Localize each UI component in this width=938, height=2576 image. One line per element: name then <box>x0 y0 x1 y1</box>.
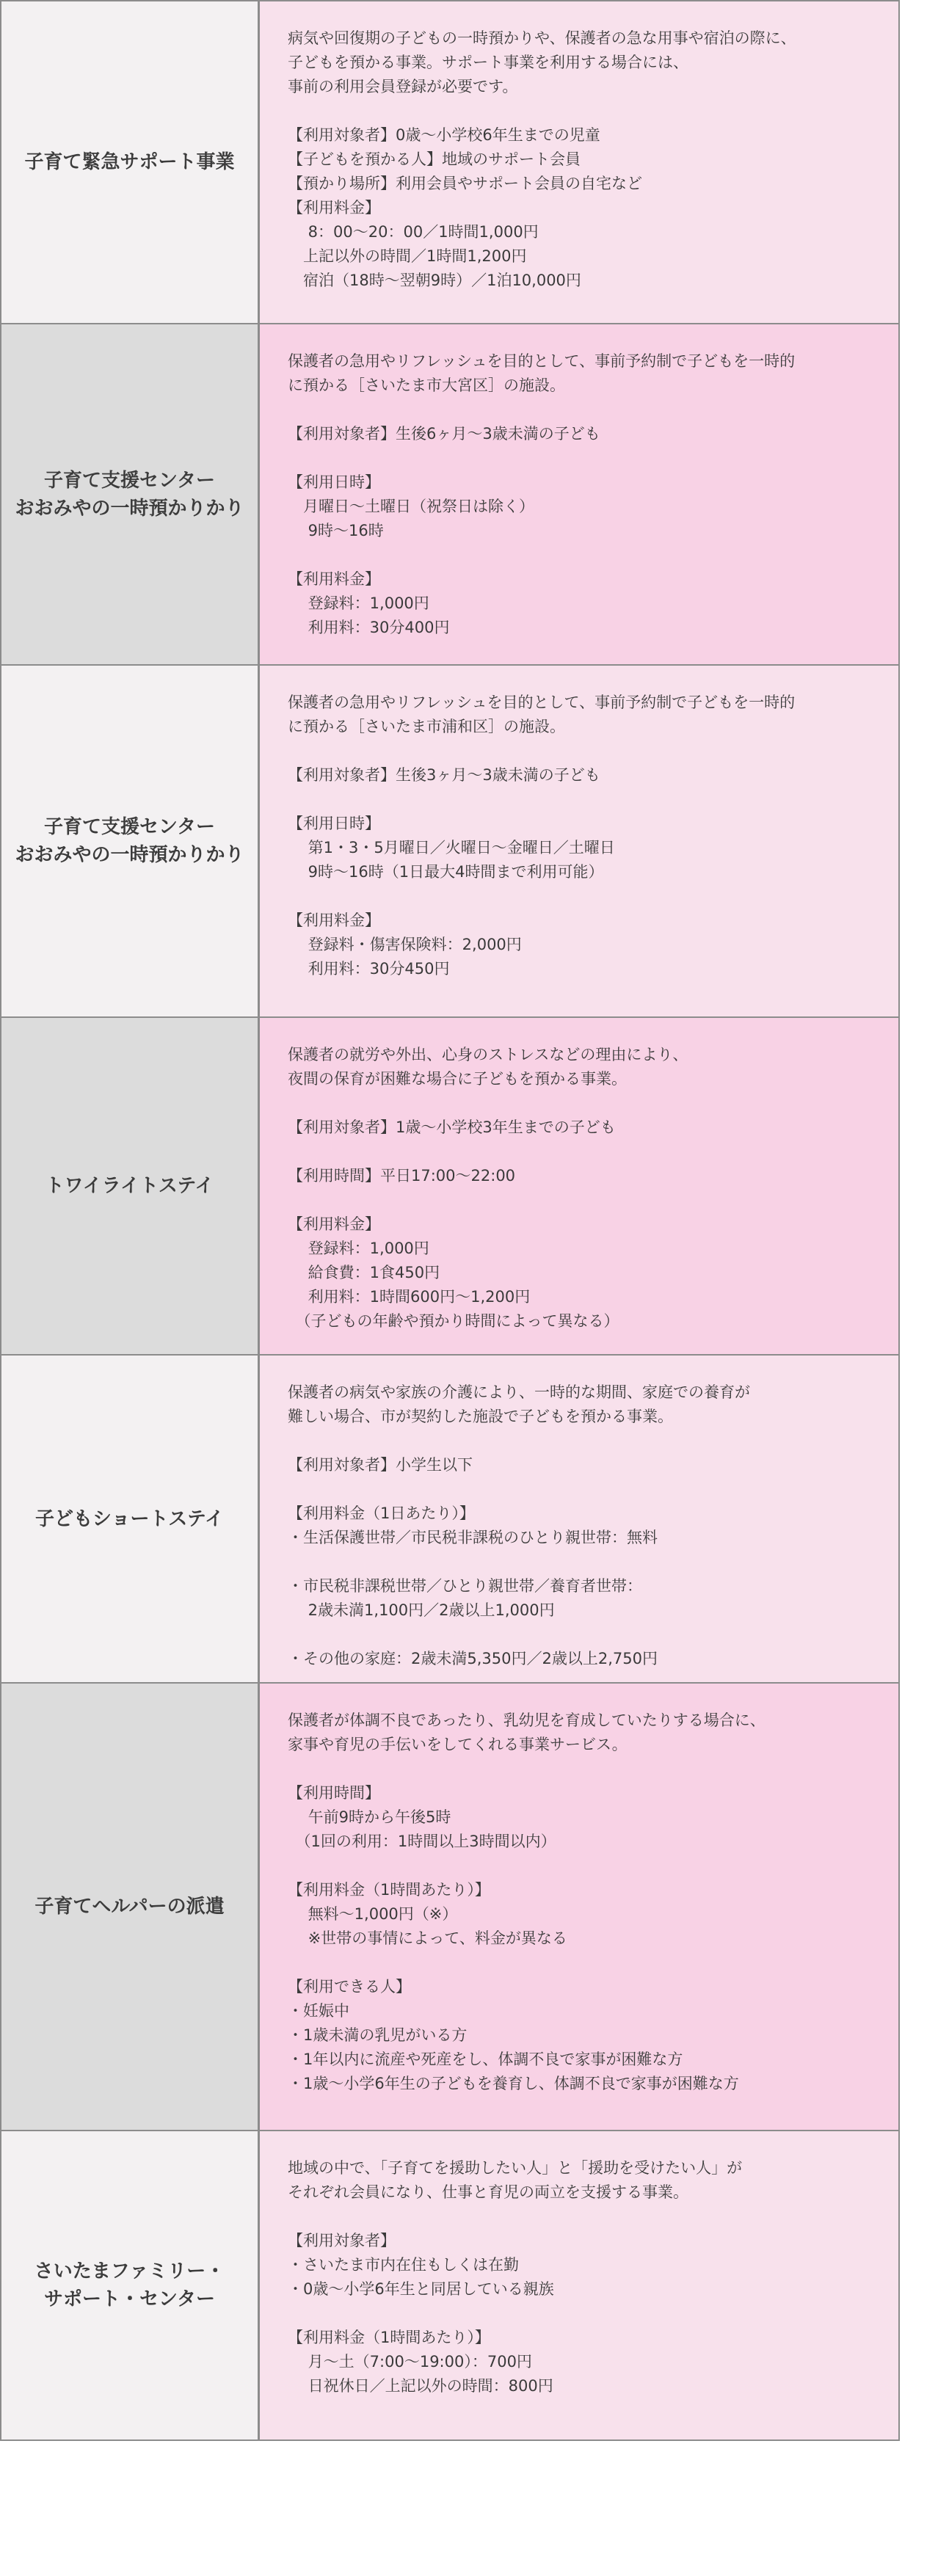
row-description: 保護者が体調不良であったり、乳幼児を育成していたりする場合に、 家事や育児の手伝いをしてくれる事業サービス。 【利用時間】 午前9時から午後5時 （1回の利用：1時間以上3時間以内） 【利用料金（1時間あたり）】 無料～1,000円（※） ※世帯の事情によって、料金が異なる 【利用できる人】 ・妊娠中 ・1歳未満の乳児がいる方 ・1年以内に流産や死産をし、体調不良で家事が困難な方 ・1歳～小学6年生の子どもを養育し、体調不良で家事が困難な方 <box>260 1684 898 2130</box>
row-description: 保護者の急用やリフレッシュを目的として、事前予約制で子どもを一時的 に預かる［さいたま市大宮区］の施設。 【利用対象者】生後6ヶ月～3歳未満の子ども 【利用日時】 月曜日～土曜日（祝祭日は除く） 9時～16時 【利用料金】 登録料：1,000円 利用料：30分400円 <box>260 324 898 664</box>
row-description: 病気や回復期の子どもの一時預かりや、保護者の急な用事や宿泊の際に、 子どもを預かる事業。サポート事業を利用する場合には、 事前の利用会員登録が必要です。 【利用対象者】0歳～小学校6年生までの児童 【子どもを預かる人】地域のサポート会員 【預かり場所】利用会員やサポート会員の自宅など 【利用料金】 8：00～20：00／1時間1,000円 上記以外の時間／1時間1,200円 宿泊（18時～翌朝9時）／1泊10,000円 <box>260 1 898 323</box>
table-row <box>1 1356 898 1684</box>
table-row <box>1 1 898 324</box>
row-label: 子育て緊急サポート事業 <box>1 1 260 323</box>
row-label: 子どもショートステイ <box>1 1356 260 1682</box>
row-label: さいたまファミリー・ サポート・センター <box>1 2131 260 2439</box>
table-row <box>1 324 898 666</box>
table-row <box>1 2131 898 2441</box>
row-label: 子育て支援センター おおみやの一時預かりかり <box>1 666 260 1016</box>
table-row <box>1 1018 898 1356</box>
row-label: 子育て支援センター おおみやの一時預かりかり <box>1 324 260 664</box>
row-label: トワイライトステイ <box>1 1018 260 1354</box>
row-label: 子育てヘルパーの派遣 <box>1 1684 260 2130</box>
table-row <box>1 666 898 1018</box>
row-description: 地域の中で、「子育てを援助したい人」と「援助を受けたい人」が それぞれ会員になり、仕事と育児の両立を支援する事業。 【利用対象者】 ・さいたま市内在住もしくは在勤 ・0歳～小学6年生と同居している親族 【利用料金（1時間あたり）】 月～土（7:00～19:00）：700円 日祝休日／上記以外の時間：800円 <box>260 2131 898 2439</box>
table-row <box>1 1684 898 2131</box>
row-description: 保護者の就労や外出、心身のストレスなどの理由により、 夜間の保育が困難な場合に子どもを預かる事業。 【利用対象者】1歳～小学校3年生までの子ども 【利用時間】平日17:00～22:00 【利用料金】 登録料：1,000円 給食費：1食450円 利用料：1時間600円～1,200円 （子どもの年齢や預かり時間によって異なる） <box>260 1018 898 1354</box>
row-description: 保護者の病気や家族の介護により、一時的な期間、家庭での養育が 難しい場合、市が契約した施設で子どもを預かる事業。 【利用対象者】小学生以下 【利用料金（1日あたり）】 ・生活保護世帯／市民税非課税のひとり親世帯：無料 ・市民税非課税世帯／ひとり親世帯／養育者世帯： 2歳未満1,100円／2歳以上1,000円 ・その他の家庭：2歳未満5,350円／2歳以上2,750円 <box>260 1356 898 1682</box>
row-description: 保護者の急用やリフレッシュを目的として、事前予約制で子どもを一時的 に預かる［さいたま市浦和区］の施設。 【利用対象者】生後3ヶ月～3歳未満の子ども 【利用日時】 第1・3・5月曜日／火曜日～金曜日／土曜日 9時～16時（1日最大4時間まで利用可能） 【利用料金】 登録料・傷害保険料：2,000円 利用料：30分450円 <box>260 666 898 1016</box>
